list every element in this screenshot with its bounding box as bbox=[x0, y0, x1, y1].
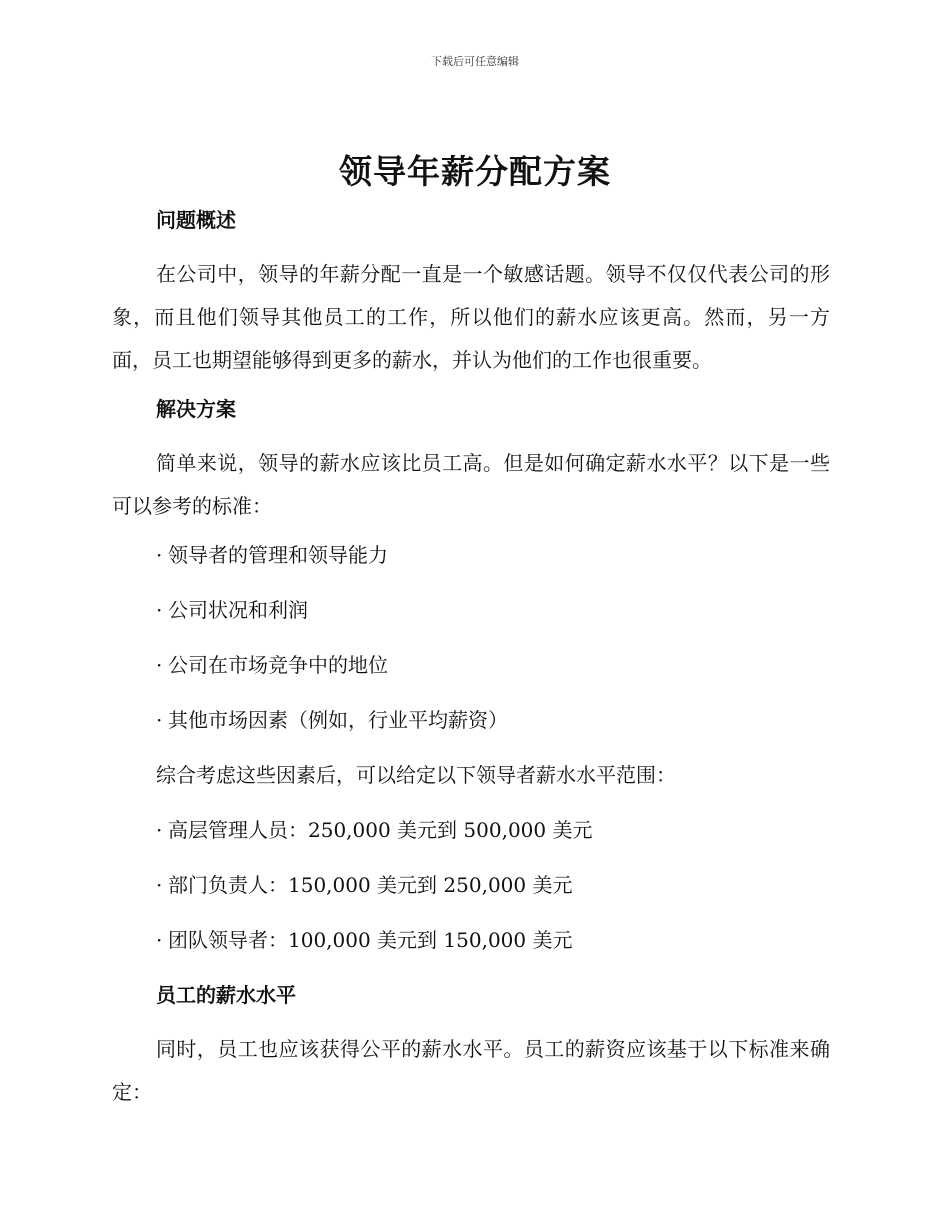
list-item-text: 领导者的管理和领导能力 bbox=[168, 543, 388, 567]
list-item-text: 部门负责人：150,000 美元到 250,000 美元 bbox=[168, 873, 573, 897]
section-heading-overview: 问题概述 bbox=[156, 208, 236, 232]
list-item-text: 团队领导者：100,000 美元到 150,000 美元 bbox=[168, 928, 573, 952]
list-item bbox=[112, 595, 830, 625]
bullet-dot: · bbox=[156, 543, 163, 567]
list-item-text: 公司在市场竞争中的地位 bbox=[168, 653, 388, 677]
list-item-text: 其他市场因素（例如，行业平均薪资） bbox=[168, 708, 508, 732]
bullet-dot: · bbox=[156, 598, 163, 622]
section-heading-staff: 员工的薪水水平 bbox=[156, 983, 296, 1007]
list-item bbox=[112, 650, 830, 680]
list-item-text: 公司状况和利润 bbox=[168, 598, 308, 622]
list-item bbox=[112, 540, 830, 570]
range-intro-text: 综合考虑这些因素后，可以给定以下领导者薪水水平范围： bbox=[156, 763, 676, 787]
document-body bbox=[112, 200, 830, 1126]
bullet-dot: · bbox=[156, 928, 163, 952]
paragraph-overview: 在公司中，领导的年薪分配一直是一个敏感话题。领导不仅仅代表公司的形象，而且他们领导其他员工的工作，所以他们的薪水应该更高。然而，另一方面，员工也期望能够得到更多的薪水，并认为他们的工作也很重要。 bbox=[112, 262, 830, 372]
document-title: 领导年薪分配方案 bbox=[339, 152, 611, 191]
list-item-text: 高层管理人员：250,000 美元到 500,000 美元 bbox=[168, 818, 593, 842]
list-item bbox=[112, 870, 830, 900]
paragraph-solution: 简单来说，领导的薪水应该比员工高。但是如何确定薪水水平？以下是一些可以参考的标准： bbox=[112, 451, 830, 518]
paragraph-staff: 同时，员工也应该获得公平的薪水水平。员工的薪资应该基于以下标准来确定： bbox=[112, 1037, 830, 1104]
list-item bbox=[112, 705, 830, 735]
bullet-dot: · bbox=[156, 708, 163, 732]
bullet-dot: · bbox=[156, 818, 163, 842]
header-note: 下载后可任意编辑 bbox=[431, 55, 519, 68]
list-item bbox=[112, 925, 830, 955]
bullet-dot: · bbox=[156, 653, 163, 677]
section-heading-solution: 解决方案 bbox=[156, 397, 236, 421]
range-intro bbox=[112, 760, 830, 790]
list-item bbox=[112, 815, 830, 845]
bullet-dot: · bbox=[156, 873, 163, 897]
